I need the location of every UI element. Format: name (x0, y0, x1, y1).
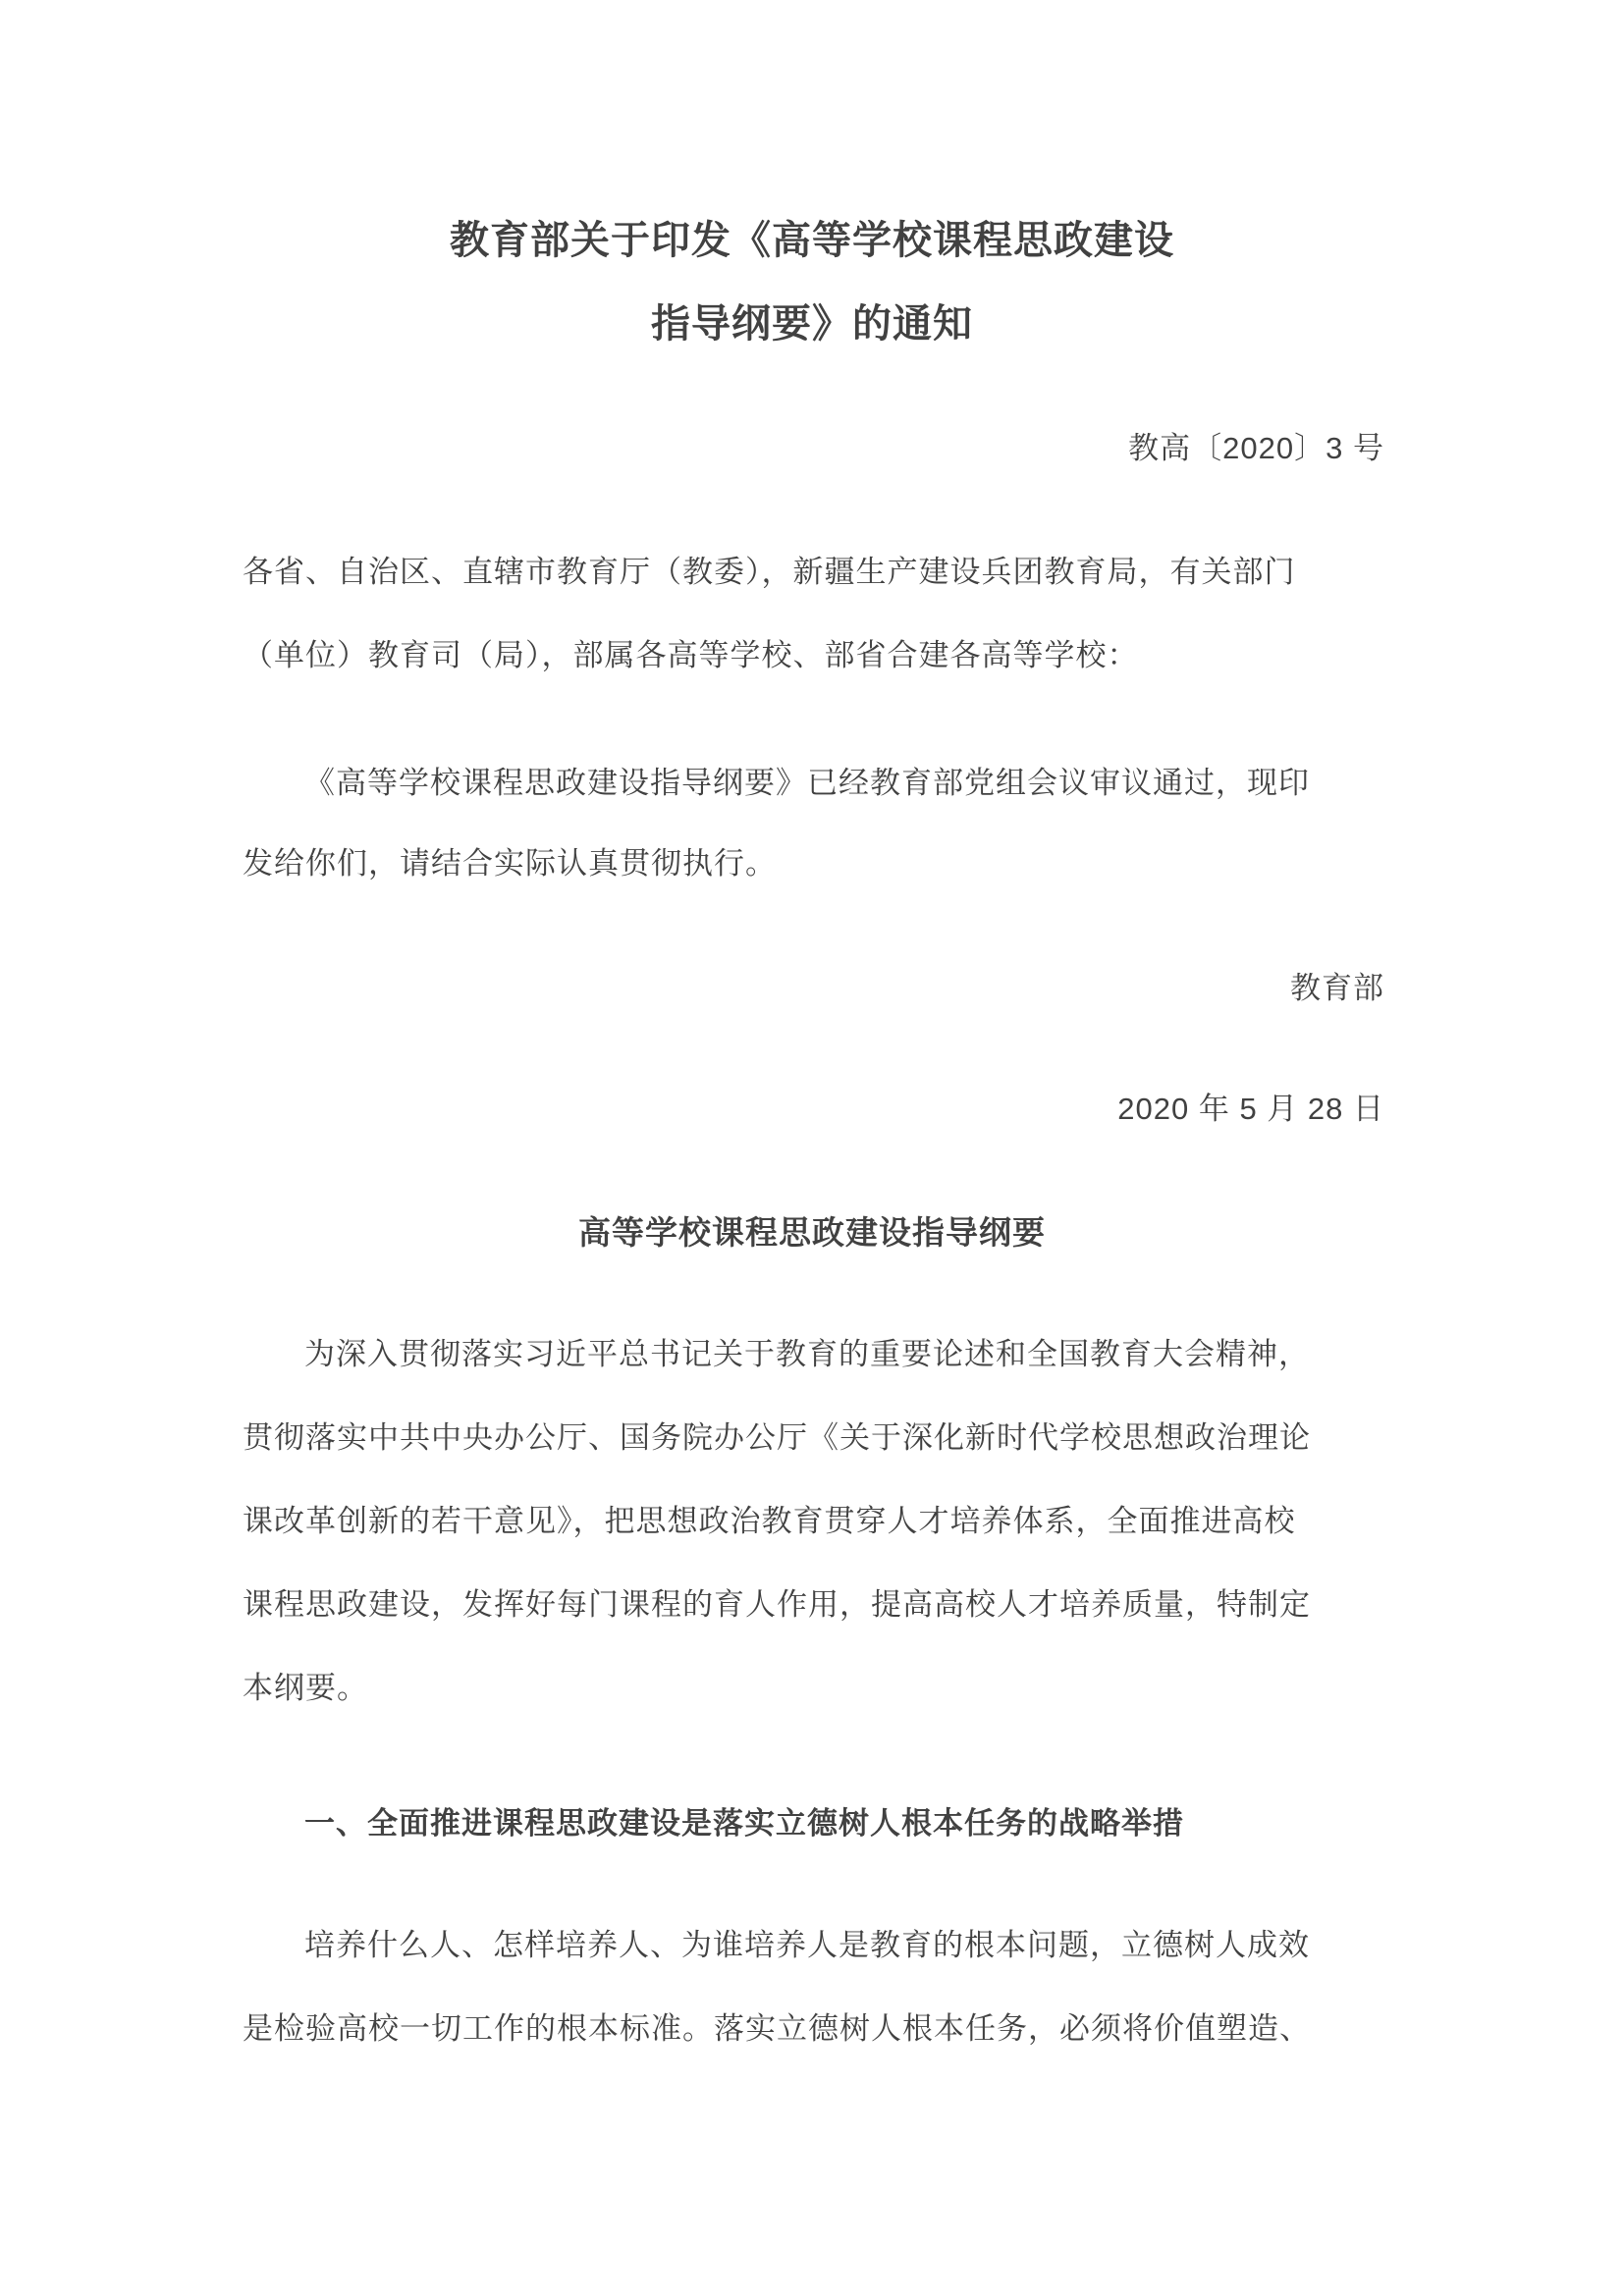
issuer-name: 教育部 (1290, 971, 1384, 1005)
document-title-line-2: 指导纲要》的通知 (651, 302, 973, 346)
intro-line-1: 为深入贯彻落实习近平总书记关于教育的重要论述和全国教育大会精神， (304, 1337, 1310, 1371)
salutation-line-2: （单位）教育司（局），部属各高等学校、部省合建各高等学校： (243, 638, 1139, 672)
doc-number: 教高〔2020〕3 号 (1128, 431, 1384, 465)
intro-line-3: 课改革创新的若干意见》，把思想政治教育贯穿人才培养体系，全面推进高校 (243, 1504, 1296, 1538)
document-title-line-1: 教育部关于印发《高等学校课程思政建设 (450, 219, 1174, 262)
intro-line-4: 课程思政建设，发挥好每门课程的育人作用，提高高校人才培养质量，特制定 (243, 1587, 1311, 1622)
notice-line-1: 《高等学校课程思政建设指导纲要》已经教育部党组会议审议通过，现印 (304, 766, 1310, 800)
section-1-line-2: 是检验高校一切工作的根本标准。落实立德树人根本任务，必须将价值塑造、 (243, 2011, 1311, 2046)
notice-line-2: 发给你们，请结合实际认真贯彻执行。 (243, 846, 777, 881)
section-1-heading: 一、全面推进课程思政建设是落实立德树人根本任务的战略举措 (304, 1806, 1184, 1841)
intro-line-5: 本纲要。 (243, 1671, 368, 1705)
section-1-line-1: 培养什么人、怎样培养人、为谁培养人是教育的根本问题，立德树人成效 (304, 1928, 1310, 1962)
intro-line-2: 贯彻落实中共中央办公厅、国务院办公厅《关于深化新时代学校思想政治理论 (243, 1420, 1311, 1455)
issue-date: 2020 年 5 月 28 日 (1117, 1092, 1384, 1126)
outline-subtitle: 高等学校课程思政建设指导纲要 (578, 1214, 1046, 1251)
salutation-line-1: 各省、自治区、直辖市教育厅（教委），新疆生产建设兵团教育局，有关部门 (243, 555, 1296, 589)
